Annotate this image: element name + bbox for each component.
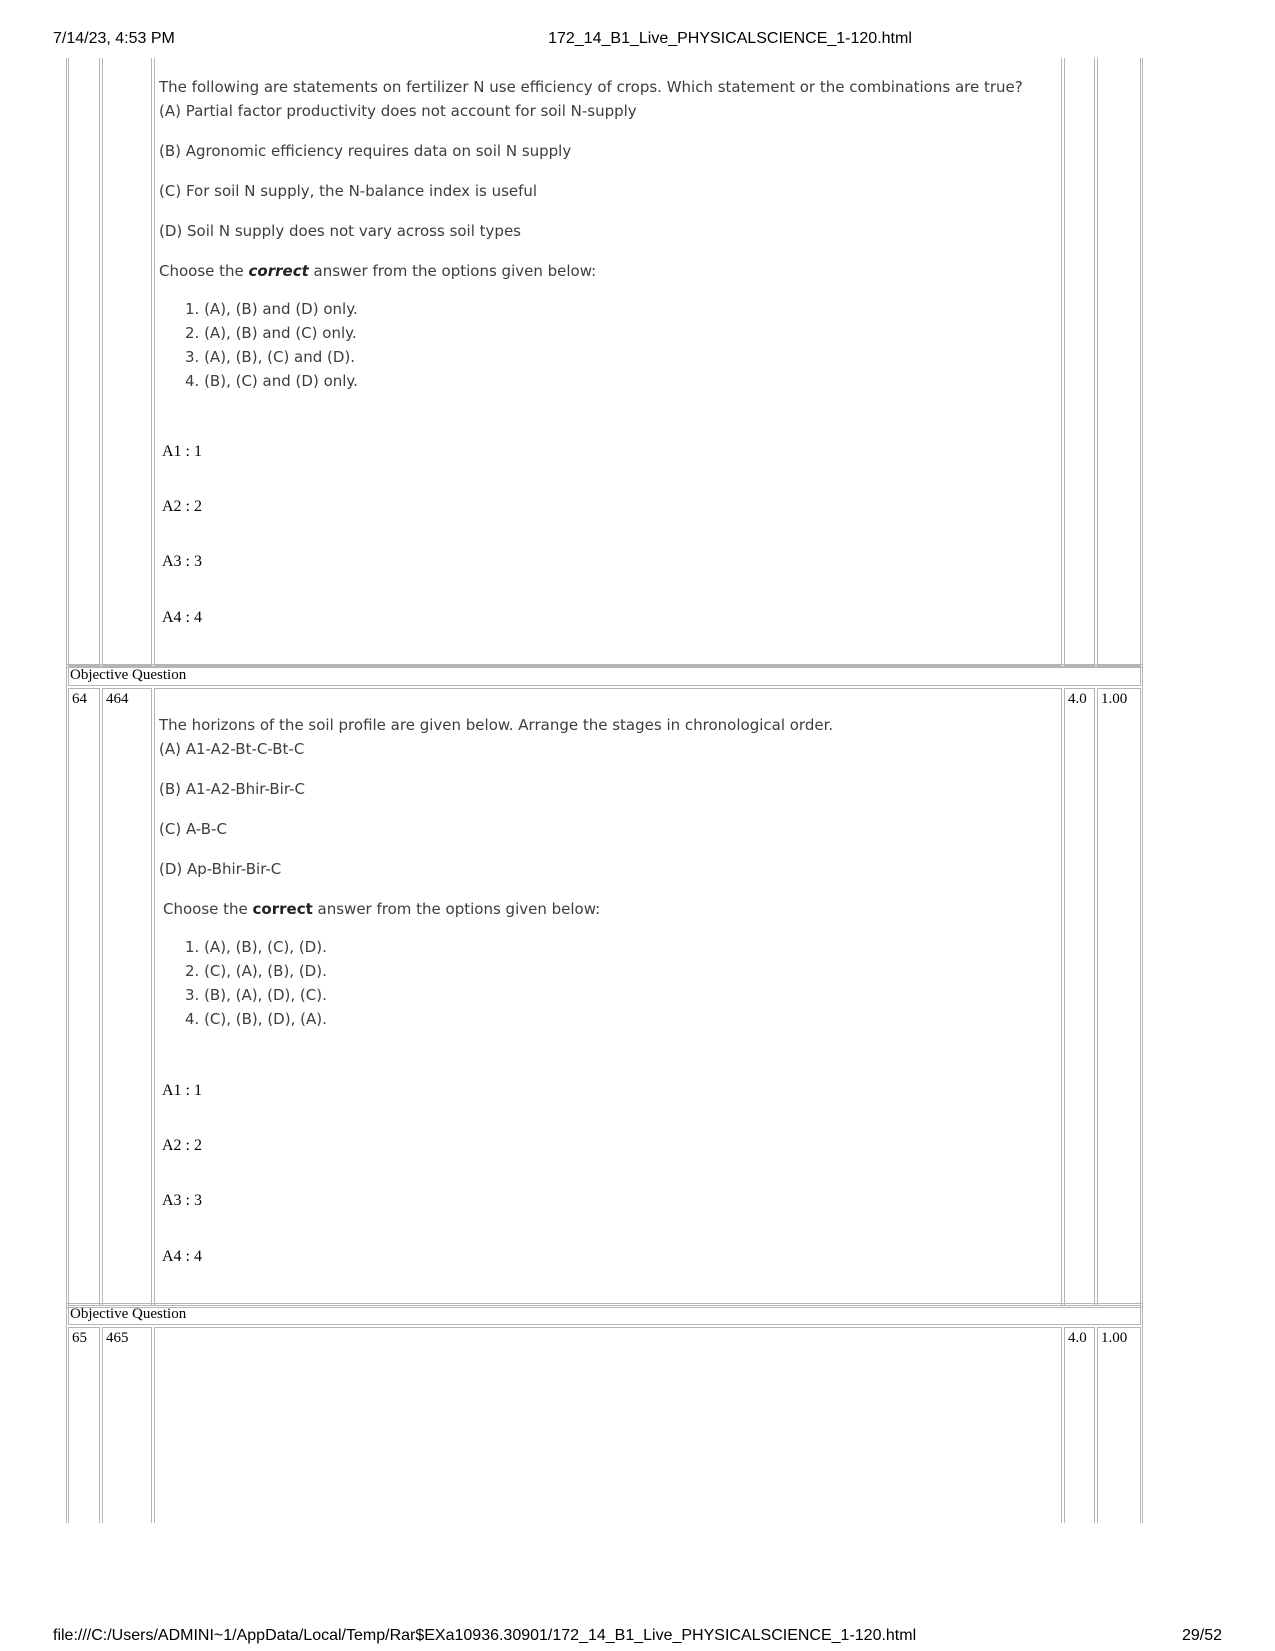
question-number-cell <box>68 688 100 1306</box>
marks-value: 4.0 <box>1068 691 1087 707</box>
answer-a3: A3 : 3 <box>162 1192 202 1209</box>
question-number-cell <box>68 1327 100 1523</box>
choose-emphasis: correct <box>252 900 313 918</box>
question-body-cell <box>154 1327 1062 1523</box>
statement-a: (A) A1-A2-Bt-C-Bt-C <box>159 740 305 758</box>
answer-a1: A1 : 1 <box>162 443 202 460</box>
statement-c: (C) For soil N supply, the N-balance index is useful <box>159 182 538 200</box>
statement-d: (D) Soil N supply does not vary across soil types <box>159 222 521 240</box>
question-number: 64 <box>72 691 87 707</box>
option-item: 4. (C), (B), (D), (A). <box>185 1010 327 1028</box>
options-list <box>159 297 1054 394</box>
negative-marks-cell <box>1097 688 1141 1306</box>
choose-suffix: answer from the options given below: <box>308 262 597 280</box>
print-header <box>0 30 1275 52</box>
answer-a4: A4 : 4 <box>162 609 202 626</box>
col-negative-cell <box>1097 58 1141 666</box>
statement-a: (A) Partial factor productivity does not account for soil N-supply <box>159 102 637 120</box>
option-item: 3. (A), (B), (C) and (D). <box>185 348 356 366</box>
question-64-text <box>159 713 1054 1032</box>
choose-instruction <box>159 897 1054 921</box>
choose-emphasis: correct <box>248 262 309 280</box>
negative-marks-cell <box>1097 1327 1141 1523</box>
marks-cell <box>1064 1327 1095 1523</box>
choose-suffix: answer from the options given below: <box>312 900 601 918</box>
answer-a2: A2 : 2 <box>162 1137 202 1154</box>
answer-a2: A2 : 2 <box>162 498 202 515</box>
col-id-cell <box>102 58 152 666</box>
question-id: 465 <box>106 1330 129 1346</box>
question-stem: The following are statements on fertilizer N use efficiency of crops. Which statement or the combinations are true? <box>159 78 1023 96</box>
question-type-row <box>68 666 1141 686</box>
choose-instruction <box>159 259 1054 283</box>
statement-d: (D) Ap-Bhir-Bir-C <box>159 860 282 878</box>
file-path: file:///C:/Users/ADMINI~1/AppData/Local/Temp/Rar$EXa10936.30901/172_14_B1_Live_PHYSICALSCIENCE_1-120.html <box>53 1627 917 1644</box>
question-id-cell <box>102 1327 152 1523</box>
print-footer <box>0 1627 1275 1649</box>
option-item: 1. (A), (B), (C), (D). <box>185 938 327 956</box>
col-marks-cell <box>1064 58 1095 666</box>
question-stem: The horizons of the soil profile are given below. Arrange the stages in chronological order. <box>159 716 834 734</box>
document-title: 172_14_B1_Live_PHYSICALSCIENCE_1-120.html <box>548 30 912 47</box>
statement-c: (C) A-B-C <box>159 820 227 838</box>
marks-value: 4.0 <box>1068 1330 1087 1346</box>
statement-b: (B) A1-A2-Bhir-Bir-C <box>159 780 305 798</box>
question-id-cell <box>102 688 152 1306</box>
answer-a1: A1 : 1 <box>162 1082 202 1099</box>
negative-marks-value: 1.00 <box>1101 1330 1128 1346</box>
page-number: 29/52 <box>1181 1627 1222 1644</box>
statement-b: (B) Agronomic efficiency requires data on soil N supply <box>159 142 572 160</box>
question-id: 464 <box>106 691 129 707</box>
col-number-cell <box>68 58 100 666</box>
question-number: 65 <box>72 1330 87 1346</box>
option-item: 4. (B), (C) and (D) only. <box>185 372 358 390</box>
answer-a3: A3 : 3 <box>162 553 202 570</box>
question-63-text <box>159 75 1054 394</box>
option-item: 1. (A), (B) and (D) only. <box>185 300 358 318</box>
option-item: 2. (C), (A), (B), (D). <box>185 962 327 980</box>
question-type-label: Objective Question <box>70 667 187 683</box>
marks-cell <box>1064 688 1095 1306</box>
question-type-row <box>68 1305 1141 1325</box>
answer-a4: A4 : 4 <box>162 1248 202 1265</box>
print-datetime: 7/14/23, 4:53 PM <box>53 30 175 47</box>
options-list <box>159 935 1054 1032</box>
question-type-label: Objective Question <box>70 1306 187 1322</box>
negative-marks-value: 1.00 <box>1101 691 1128 707</box>
choose-prefix: Choose the <box>159 262 249 280</box>
option-item: 2. (A), (B) and (C) only. <box>185 324 357 342</box>
choose-prefix: Choose the <box>163 900 253 918</box>
option-item: 3. (B), (A), (D), (C). <box>185 986 327 1004</box>
